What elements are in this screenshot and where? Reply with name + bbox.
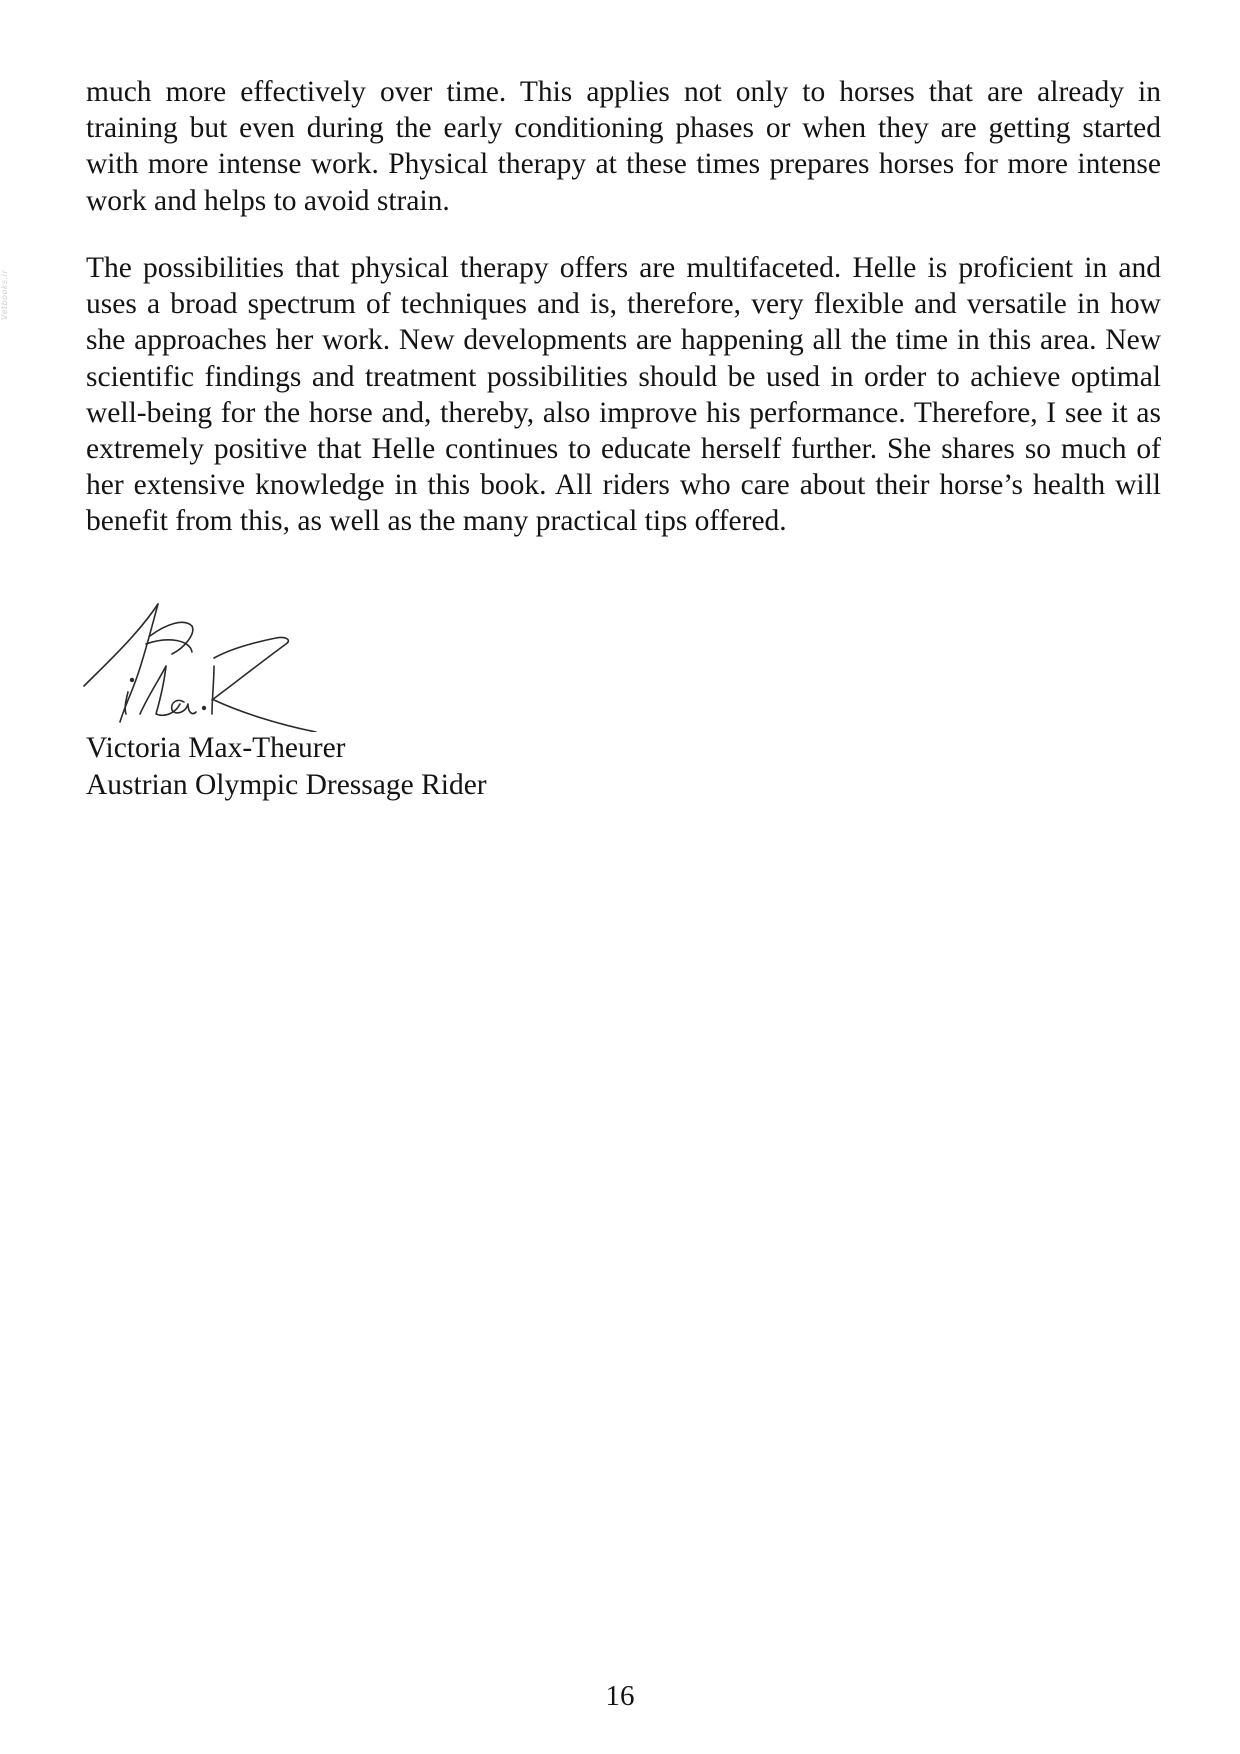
body-paragraph: much more effectively over time. This applies not only to horses that are already in training but even during the early conditioning phases or when they are getting started with more intense work. Physical therapy at these times prepares horses for more intense work and helps to avoid strain. xyxy=(86,76,1161,217)
body-paragraph: The possibilities that physical therapy offers are multifaceted. Helle is proficient in and uses a broad spectrum of techniques and is, therefore, very flexible and versatile in how she approaches her work. New developments are happening all the time in this area. New scientific findings and treatment possibilities should be used in order to achieve optimal well-being for the horse and, thereby, also improve his performance. Therefore, I see it as extremely positive that Helle continues to educate herself further. She shares so much of her extensive knowledge in this book. All riders who care about their horse’s health will benefit from this, as well as the many practical tips offered. xyxy=(86,252,1161,538)
signer-name: Victoria Max-Theurer xyxy=(86,732,346,764)
page-number: 16 xyxy=(605,1680,635,1712)
signer-block xyxy=(86,730,487,803)
signer-title: Austrian Olympic Dressage Rider xyxy=(86,768,487,801)
handwritten-signature xyxy=(80,596,340,732)
side-watermark: Vetbooks.ir xyxy=(0,269,9,320)
